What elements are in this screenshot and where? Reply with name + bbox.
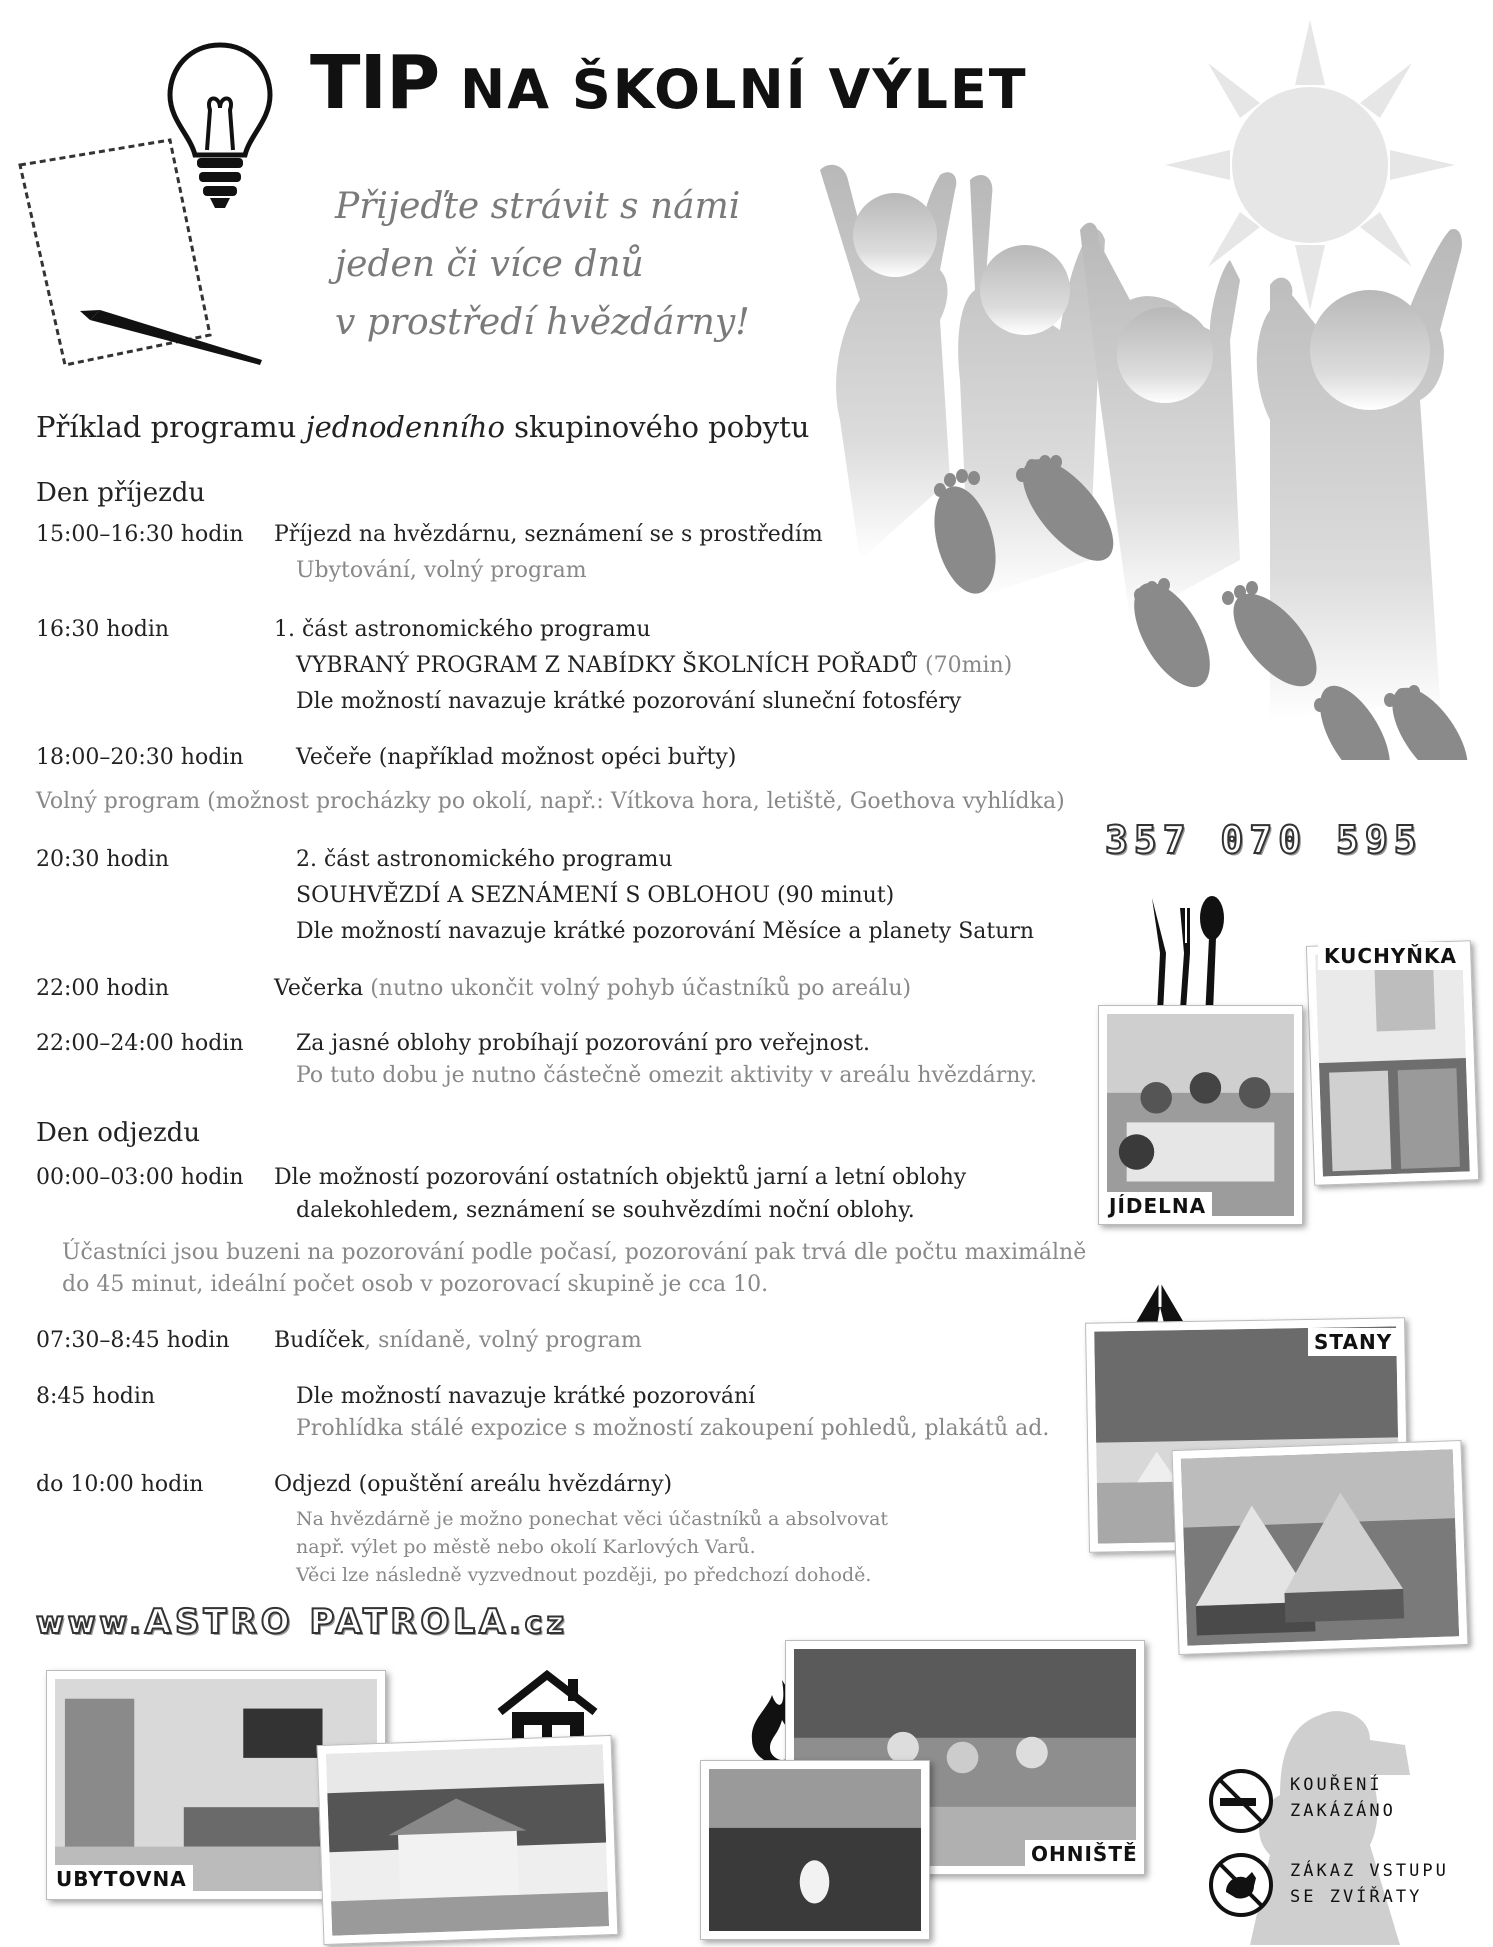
hostel-label: UBYTOVNA <box>50 1865 193 1893</box>
website-name: ASTRO PATROLA <box>144 1602 510 1642</box>
schedule-note: Na hvězdárně je možno ponechat věci účastníků a absolvovat <box>296 1508 889 1530</box>
schedule-time: 16:30 hodin <box>36 617 170 642</box>
tagline <box>335 178 750 352</box>
sign-line: KOUŘENÍ <box>1290 1775 1383 1795</box>
tagline-line: v prostředí hvězdárny! <box>335 302 750 343</box>
dining-label: JÍDELNA <box>1103 1192 1212 1220</box>
departure-day-heading: Den odjezdu <box>36 1118 201 1148</box>
phone-number[interactable]: 357 070 595 <box>1105 818 1423 862</box>
schedule-item: Dle možností navazuje krátké pozorování <box>296 1384 756 1409</box>
schedule-item: Za jasné oblohy probíhají pozorování pro veřejnost. <box>296 1031 870 1056</box>
no-smoking-icon <box>1208 1768 1274 1834</box>
fireplace-label: OHNIŠTĚ <box>1025 1840 1144 1868</box>
schedule-item: Dle možností navazuje krátké pozorování Měsíce a planety Saturn <box>296 919 1035 944</box>
paper-pen-icon <box>10 135 270 375</box>
schedule-note: Po tuto dobu je nutno částečně omezit aktivity v areálu hvězdárny. <box>296 1063 1037 1088</box>
website-prefix: www. <box>36 1606 145 1641</box>
title-tip: TIP <box>310 40 440 126</box>
schedule-time: 8:45 hodin <box>36 1384 156 1409</box>
no-animals-text <box>1290 1858 1449 1910</box>
schedule-item: Odjezd (opuštění areálu hvězdárny) <box>274 1472 673 1497</box>
hostel-exterior-photo <box>317 1735 619 1945</box>
schedule-item: Dle možností navazuje krátké pozorování sluneční fotosféry <box>296 689 962 714</box>
tents-photo-2 <box>1172 1440 1469 1655</box>
program-heading <box>36 410 809 444</box>
schedule-item: Dle možností pozorování ostatních objektů jarní a letní oblohy <box>274 1165 967 1190</box>
schedule-time: 07:30–8:45 hodin <box>36 1328 230 1353</box>
program-title: VYBRANÝ PROGRAM Z NABÍDKY ŠKOLNÍCH POŘADŮ <box>296 653 919 678</box>
tagline-line: jeden či více dnů <box>335 244 644 285</box>
schedule-item: 1. část astronomického programu <box>274 617 651 642</box>
free-program-note: Volný program (možnost procházky po okolí, např.: Vítkova hora, letiště, Goethova vyhlídka) <box>36 789 1065 814</box>
schedule-time: do 10:00 hodin <box>36 1472 204 1497</box>
tents-label: STANY <box>1308 1328 1398 1356</box>
no-smoking-text <box>1290 1772 1396 1824</box>
website-suffix: .cz <box>509 1606 568 1641</box>
schedule-item <box>274 976 911 1001</box>
arrival-day-heading: Den příjezdu <box>36 478 206 508</box>
wakeup-label: Budíček <box>274 1328 365 1353</box>
wakeup-note: , snídaně, volný program <box>364 1328 642 1353</box>
schedule-item: 2. část astronomického programu <box>296 847 673 872</box>
schedule-time: 22:00–24:00 hodin <box>36 1031 244 1056</box>
schedule-item: dalekohledem, seznámení se souhvězdími noční oblohy. <box>296 1198 915 1223</box>
curfew-label: Večerka <box>274 976 364 1001</box>
schedule-note: Prohlídka stálé expozice s možností zakoupení pohledů, plakátů ad. <box>296 1416 1050 1441</box>
program-duration: (70min) <box>918 653 1013 678</box>
schedule-item: Příjezd na hvězdárnu, seznámení se s prostředím <box>274 522 823 547</box>
sign-line: SE ZVÍŘATY <box>1290 1887 1423 1907</box>
schedule-time: 00:00–03:00 hodin <box>36 1165 244 1190</box>
heading-emphasis: jednodenního <box>305 410 505 444</box>
title-rest: NA ŠKOLNÍ VÝLET <box>439 58 1028 121</box>
curfew-note: (nutno ukončit volný pohyb účastníků po areálu) <box>363 976 912 1001</box>
schedule-time: 22:00 hodin <box>36 976 170 1001</box>
kitchen-photo <box>1306 940 1479 1186</box>
website-link[interactable] <box>36 1602 568 1642</box>
no-animals-icon <box>1208 1852 1274 1918</box>
page-title <box>310 40 1028 126</box>
program-title: SOUHVĚZDÍ A SEZNÁMENÍ S OBLOHOU (90 minut) <box>296 883 895 908</box>
fireplace-photo-2 <box>700 1760 930 1940</box>
tagline-line: Přijeďte strávit s námi <box>335 186 741 227</box>
schedule-time: 20:30 hodin <box>36 847 170 872</box>
observation-note: do 45 minut, ideální počet osob v pozorovací skupině je cca 10. <box>62 1272 769 1297</box>
schedule-time: 15:00–16:30 hodin <box>36 522 244 547</box>
schedule-time: 18:00–20:30 hodin <box>36 745 244 770</box>
sun-icon <box>1165 20 1455 310</box>
heading-text: Příklad programu <box>36 410 306 444</box>
kitchen-label: KUCHYŇKA <box>1318 942 1463 970</box>
sign-line: ZÁKAZ VSTUPU <box>1290 1861 1449 1881</box>
observation-note: Účastníci jsou buzeni na pozorování podle počasí, pozorování pak trvá dle počtu maximálně <box>62 1240 1087 1265</box>
schedule-note: Ubytování, volný program <box>296 558 587 583</box>
heading-text: skupinového pobytu <box>504 410 810 444</box>
schedule-item <box>296 653 1012 678</box>
schedule-note: Věci lze následně vyzvednout později, po předchozí dohodě. <box>296 1564 872 1586</box>
schedule-item: Večeře (například možnost opéci buřty) <box>296 745 737 770</box>
sign-line: ZAKÁZÁNO <box>1290 1801 1396 1821</box>
schedule-item <box>274 1328 642 1353</box>
schedule-note: např. výlet po městě nebo okolí Karlových Varů. <box>296 1536 756 1558</box>
